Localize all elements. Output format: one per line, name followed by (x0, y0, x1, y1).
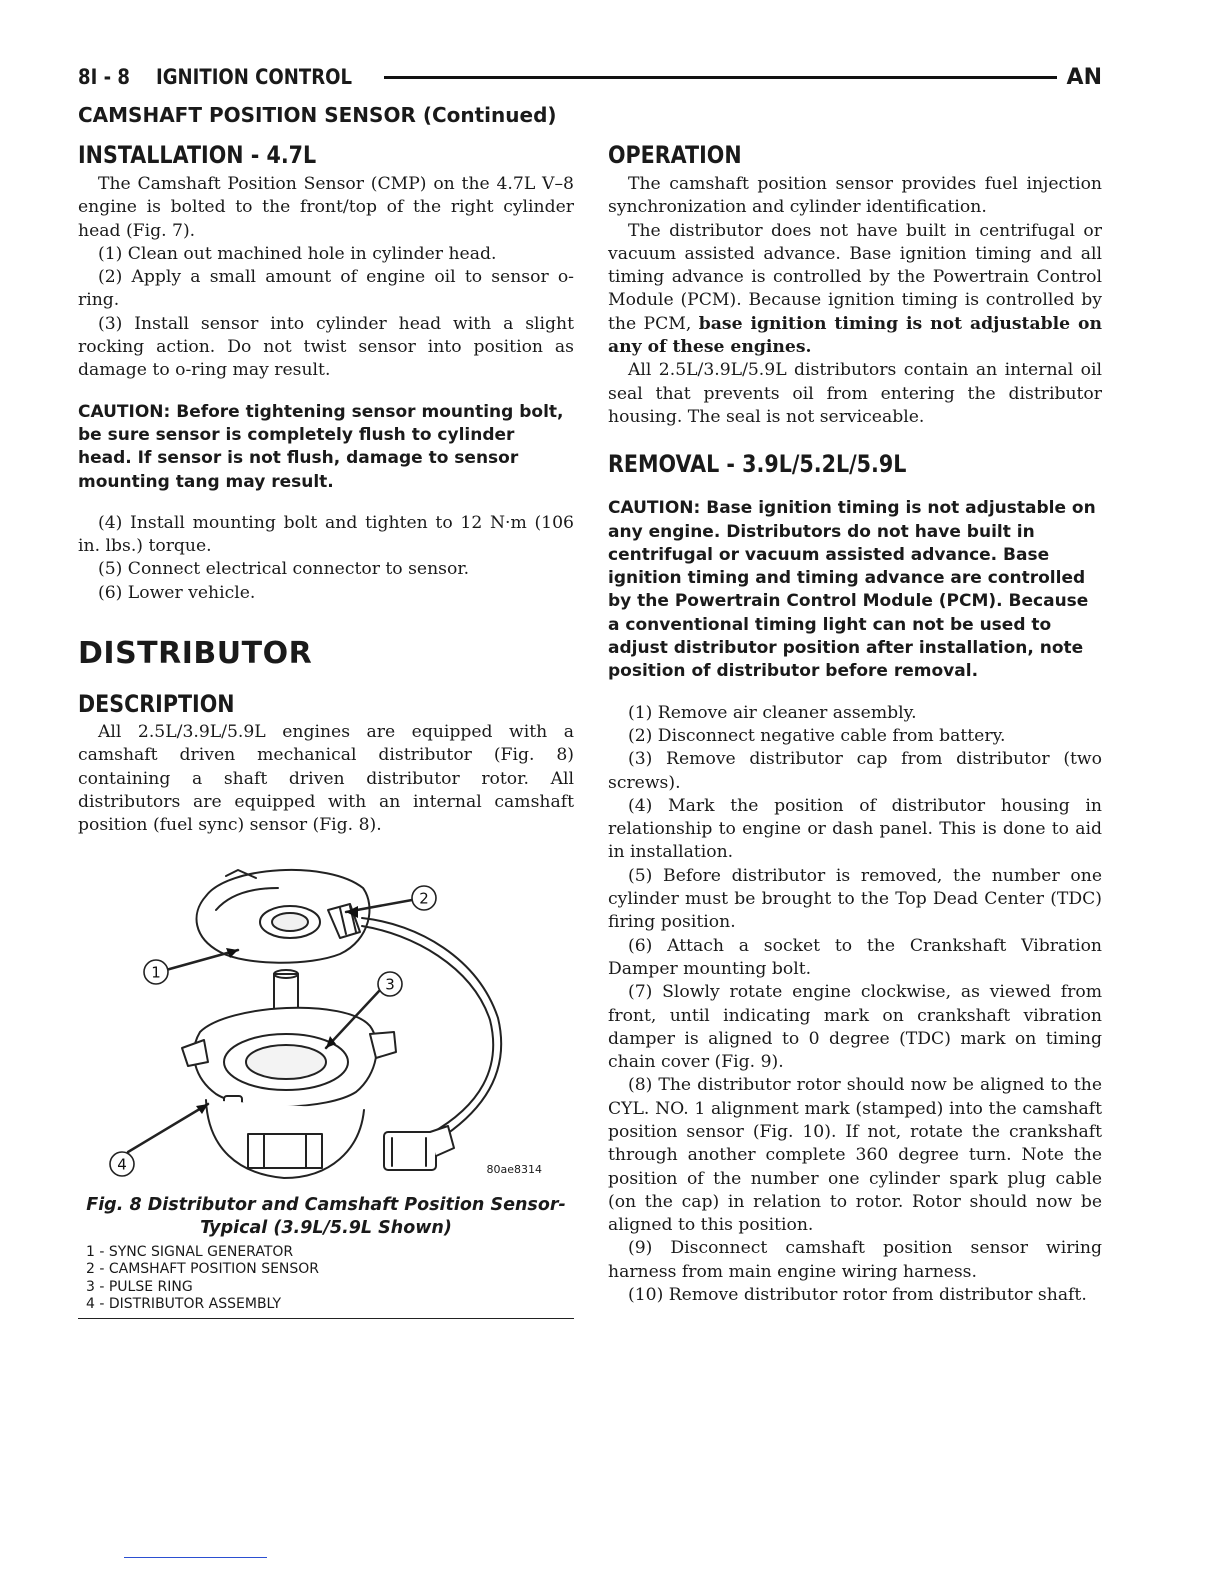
model-code: AN (1066, 64, 1102, 90)
operation-para-2 (608, 220, 1102, 360)
operation-heading: OPERATION (608, 141, 742, 169)
callout-4: 4 (117, 1155, 127, 1174)
removal-step: (6) Attach a socket to the Crankshaft Vibration Damper mounting bolt. (608, 935, 1102, 979)
installation-intro: The Camshaft Position Sensor (CMP) on the 4.7L V–8 engine is bolted to the front/top of the right cylinder head (Fig. 7). (78, 174, 574, 241)
removal-step: (10) Remove distributor rotor from distributor shaft. (628, 1285, 1087, 1306)
left-column (78, 140, 574, 1319)
right-column (608, 140, 1102, 1307)
legend-item: 3 - PULSE RING (86, 1278, 193, 1295)
operation-para-3: All 2.5L/3.9L/5.9L distributors contain an internal oil seal that prevents oil from entering the distributor housing. The seal is not serviceable. (608, 360, 1102, 427)
installation-step: (5) Connect electrical connector to sensor. (98, 559, 470, 580)
removal-step: (4) Mark the position of distributor housing in relationship to engine or dash panel. This is done to aid in installation. (608, 795, 1102, 863)
page-number: 8I - 8 (78, 65, 130, 89)
removal-heading: REMOVAL - 3.9L/5.2L/5.9L (608, 450, 907, 479)
installation-step: (4) Install mounting bolt and tighten to 12 N·m (106 in. lbs.) torque. (78, 512, 574, 557)
running-header (78, 62, 1102, 92)
distributor-illustration (78, 848, 574, 1188)
installation-step: (1) Clean out machined hole in cylinder head. (98, 243, 497, 264)
removal-step: (5) Before distributor is removed, the number one cylinder must be brought to the Top Dead Center (TDC) firing position. (608, 865, 1102, 933)
callout-2: 2 (419, 889, 429, 908)
description-text: All 2.5L/3.9L/5.9L engines are equipped with a camshaft driven mechanical distributor (Fig. 8) containing a shaft driven distributor rotor. All distributors are equipped with an internal camshaft position (fuel sync) sensor (Fig. 8). (78, 722, 574, 836)
removal-step: (9) Disconnect camshaft position sensor wiring harness from main engine wiring harness. (608, 1238, 1102, 1282)
legend-item: 4 - DISTRIBUTOR ASSEMBLY (86, 1296, 282, 1313)
removal-step: (7) Slowly rotate engine clockwise, as viewed from front, until indicating mark on crankshaft vibration damper is aligned to 0 degree (TDC) mark on timing chain cover (Fig. 9). (608, 982, 1102, 1073)
figure-legend (78, 1244, 574, 1314)
figure-image-id: 80ae8314 (486, 1162, 542, 1176)
installation-step: (3) Install sensor into cylinder head with a slight rocking action. Do not twist sensor into position as damage to o-ring may result. (78, 313, 574, 381)
figure-caption: Fig. 8 Distributor and Camshaft Position Sensor-Typical (3.9L/5.9L Shown) (86, 1194, 566, 1238)
callout-3: 3 (385, 975, 395, 994)
section-title: IGNITION CONTROL (156, 65, 353, 89)
operation-para-1: The camshaft position sensor provides fuel injection synchronization and cylinder identification. (608, 174, 1102, 218)
installation-step: (6) Lower vehicle. (98, 582, 256, 603)
bottom-link-mark (124, 1557, 267, 1558)
removal-step: (1) Remove air cleaner assembly. (628, 702, 917, 723)
figure-8 (78, 848, 574, 1188)
operation-para-2-bold: base ignition timing is not adjustable on any of these engines. (608, 313, 1102, 358)
callout-1: 1 (151, 963, 161, 982)
distributor-heading: DISTRIBUTOR (78, 636, 313, 672)
installation-caution: CAUTION: Before tightening sensor mounting bolt, be sure sensor is completely flush to cylinder head. If sensor is not flush, damage to sensor mounting tang may result. (78, 401, 564, 492)
description-heading: DESCRIPTION (78, 690, 235, 719)
legend-item: 2 - CAMSHAFT POSITION SENSOR (86, 1261, 320, 1278)
legend-item: 1 - SYNC SIGNAL GENERATOR (86, 1243, 294, 1260)
removal-caution: CAUTION: Base ignition timing is not adjustable on any engine. Distributors do not have built in centrifugal or vacuum assisted advance. Base ignition timing and timing advance are controlled by the Powertrain Control Module (PCM). Because a conventional timing light can not be used to adjust distributor position after installation, note position of distributor before removal. (608, 498, 1096, 682)
continued-heading: CAMSHAFT POSITION SENSOR (Continued) (78, 103, 557, 127)
installation-step: (2) Apply a small amount of engine oil to sensor o-ring. (78, 267, 574, 311)
header-rule (384, 76, 1056, 79)
installation-heading: INSTALLATION - 4.7L (78, 141, 317, 169)
operation-para-2-text: The distributor does not have built in centrifugal or vacuum assisted advance. Base ignition timing and all timing advance is controlled by the Powertrain Control Module (PCM). Because ignition timing is controlled by the PCM, (608, 220, 1102, 334)
removal-step: (8) The distributor rotor should now be aligned to the CYL. NO. 1 alignment mark (stamped) into the camshaft position sensor (Fig. 10). If not, rotate the crankshaft through another complete 360 degree turn. Note the position of the number one cylinder spark plug cable (on the cap) in relation to rotor. Rotor should now be aligned to this position. (608, 1075, 1102, 1236)
removal-step: (2) Disconnect negative cable from battery. (628, 725, 1006, 746)
removal-step: (3) Remove distributor cap from distributor (two screws). (608, 749, 1102, 793)
legend-rule (78, 1318, 574, 1319)
